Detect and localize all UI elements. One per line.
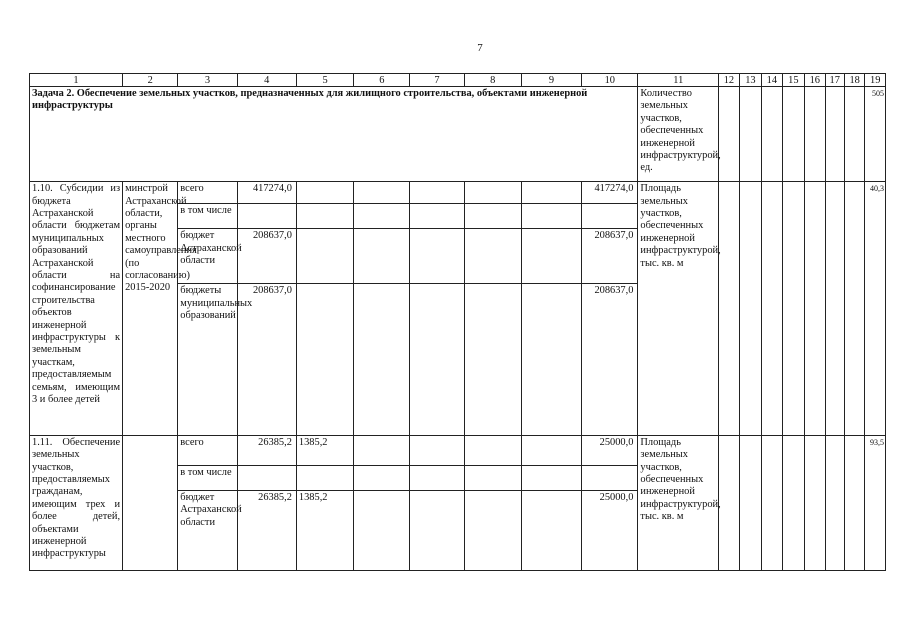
measure-col19: 40,3 [865, 182, 886, 435]
cell-col10: 25000,0 [582, 435, 638, 465]
cell-col4: 417274,0 [237, 182, 296, 204]
measure-executor [123, 435, 178, 570]
cell-col10: 208637,0 [582, 229, 638, 284]
cell-col4: 208637,0 [237, 284, 296, 435]
col-num: 13 [739, 74, 761, 87]
cell-col4: 26385,2 [237, 435, 296, 465]
measure-executor: минстрой Астраханской области, органы местного самоуправления (по согласованию) 2015-2020 [123, 182, 178, 435]
measure-col19: 93,5 [865, 435, 886, 570]
sub-label: всего [178, 435, 237, 465]
col-num: 10 [582, 74, 638, 87]
col-num: 4 [237, 74, 296, 87]
col-num: 9 [521, 74, 581, 87]
task-title: Задача 2. Обеспечение земельных участков, предназначенных для жилищного строительства, объектами инженерной инфраструктуры [30, 87, 638, 182]
cell-col4: 208637,0 [237, 229, 296, 284]
cell-col4: 26385,2 [237, 490, 296, 570]
col-num: 8 [464, 74, 521, 87]
measure-name: 1.10. Субсидии из бюджета Астраханской области бюджетам муниципальных образований Астраханской области на софинансирование строительства объектов инженерной инфраструктуры к земельным участкам, предоставляемым семьям, имеющим 3 и более детей [30, 182, 123, 435]
col-num: 7 [410, 74, 464, 87]
sub-label: всего [178, 182, 237, 204]
sub-label: бюджет Астраханской области [178, 229, 237, 284]
measure-indicator: Площадь земельных участков, обеспеченных инженерной инфраструктурой, тыс. кв. м [638, 182, 719, 435]
col-num: 12 [719, 74, 739, 87]
col-num: 14 [762, 74, 782, 87]
cell-col5 [296, 182, 353, 204]
sub-label: бюджеты муниципальных образований [178, 284, 237, 435]
cell-col10: 208637,0 [582, 284, 638, 435]
task-indicator: Количество земельных участков, обеспеченных инженерной инфраструктурой, ед. [638, 87, 719, 182]
col-num: 18 [844, 74, 864, 87]
cell-col10: 25000,0 [582, 490, 638, 570]
col-num: 15 [782, 74, 804, 87]
page-number: 7 [477, 42, 483, 54]
program-table [29, 73, 886, 571]
table-row [30, 182, 886, 204]
cell-col10: 417274,0 [582, 182, 638, 204]
cell-col5: 1385,2 [296, 490, 353, 570]
task-col19: 505 [865, 87, 886, 182]
col-num: 17 [825, 74, 844, 87]
sub-label: в том числе [178, 204, 237, 229]
col-num: 6 [354, 74, 410, 87]
measure-name: 1.11. Обеспечение земельных участков, предоставляемых гражданам, имеющим трех и более детей, объектами инженерной инфраструктуры [30, 435, 123, 570]
col-num: 19 [865, 74, 886, 87]
sub-label: бюджет Астраханской области [178, 490, 237, 570]
col-num: 1 [30, 74, 123, 87]
col-num: 16 [805, 74, 825, 87]
sub-label: в том числе [178, 465, 237, 490]
task-row [30, 87, 886, 182]
col-num: 11 [638, 74, 719, 87]
col-num: 3 [178, 74, 237, 87]
column-number-row [30, 74, 886, 87]
table-row [30, 435, 886, 465]
col-num: 5 [296, 74, 353, 87]
col-num: 2 [123, 74, 178, 87]
measure-indicator: Площадь земельных участков, обеспеченных инженерной инфраструктурой, тыс. кв. м [638, 435, 719, 570]
cell-col5: 1385,2 [296, 435, 353, 465]
